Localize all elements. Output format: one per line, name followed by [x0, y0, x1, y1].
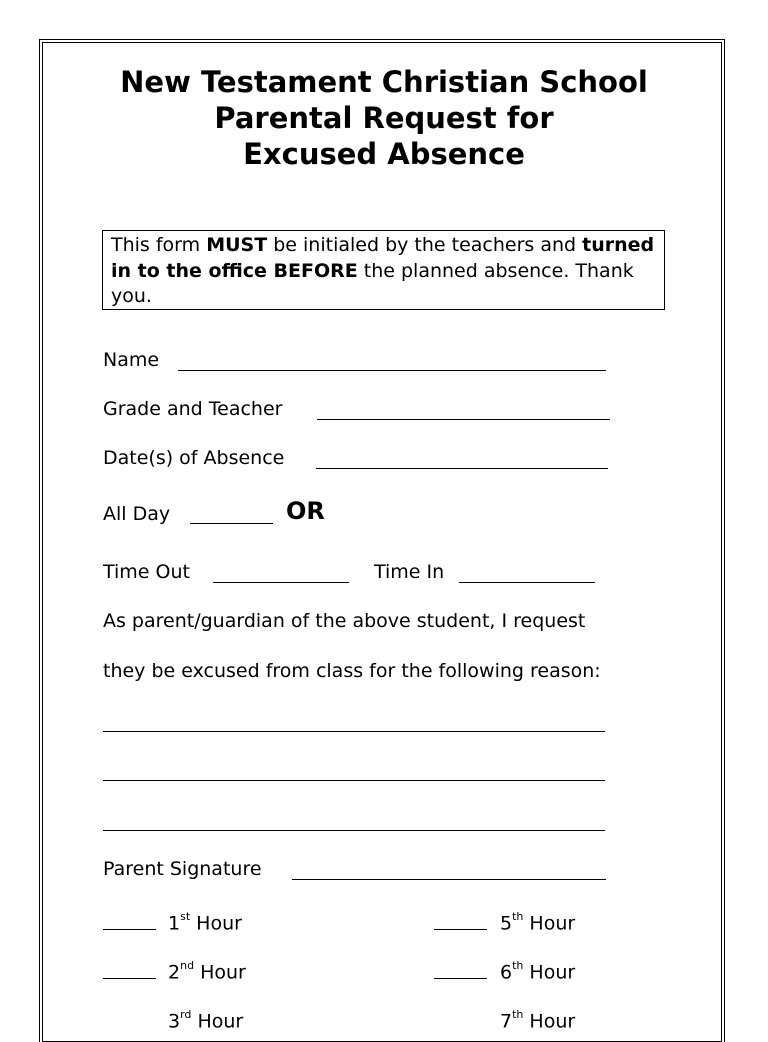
notice-box: [102, 230, 665, 310]
name-label: Name: [103, 349, 160, 371]
hour-2-initial-line[interactable]: [103, 978, 156, 979]
hour-5-initial-line[interactable]: [434, 929, 487, 930]
school-name: New Testament Christian School: [120, 65, 648, 99]
dates-label: Date(s) of Absence: [103, 447, 285, 469]
hour-7-label: 7th Hour: [500, 1008, 576, 1033]
dates-field[interactable]: [316, 468, 608, 469]
or-label: OR: [286, 497, 325, 525]
all-day-label: All Day: [103, 503, 171, 525]
name-field[interactable]: [178, 370, 606, 371]
hour-3-label: 3rd Hour: [168, 1008, 244, 1033]
grade-teacher-field[interactable]: [317, 419, 610, 420]
request-text-1: As parent/guardian of the above student, I request: [103, 610, 586, 632]
time-out-label: Time Out: [103, 561, 190, 583]
notice-text-3: the planned absence. Thank you.: [111, 259, 634, 307]
time-in-label: Time In: [374, 561, 445, 583]
notice-text-1: This form: [111, 234, 207, 256]
form-title-line2: Parental Request for: [214, 101, 554, 135]
grade-teacher-label: Grade and Teacher: [103, 398, 283, 420]
form-title-line3: Excused Absence: [243, 137, 525, 171]
page-border: [42, 42, 722, 1042]
all-day-field[interactable]: [190, 523, 273, 524]
notice-must: MUST: [206, 234, 268, 256]
parent-signature-label: Parent Signature: [103, 858, 262, 880]
reason-line-3[interactable]: [103, 830, 605, 831]
hour-2-label: 2nd Hour: [168, 959, 246, 984]
hour-5-label: 5th Hour: [500, 910, 576, 935]
reason-line-2[interactable]: [103, 780, 605, 781]
hour-6-label: 6th Hour: [500, 959, 576, 984]
form-title: [0, 64, 768, 172]
hour-1-initial-line[interactable]: [103, 929, 156, 930]
notice-text-2: be initialed by the teachers and: [267, 234, 583, 256]
hour-1-label: 1st Hour: [168, 910, 242, 935]
notice-turned-in: turned in to the office BEFORE: [111, 234, 655, 282]
time-out-field[interactable]: [213, 582, 349, 583]
time-in-field[interactable]: [459, 582, 595, 583]
hour-6-initial-line[interactable]: [434, 978, 487, 979]
reason-line-1[interactable]: [103, 731, 605, 732]
parent-signature-field[interactable]: [292, 879, 606, 880]
request-text-2: they be excused from class for the following reason:: [103, 660, 601, 682]
